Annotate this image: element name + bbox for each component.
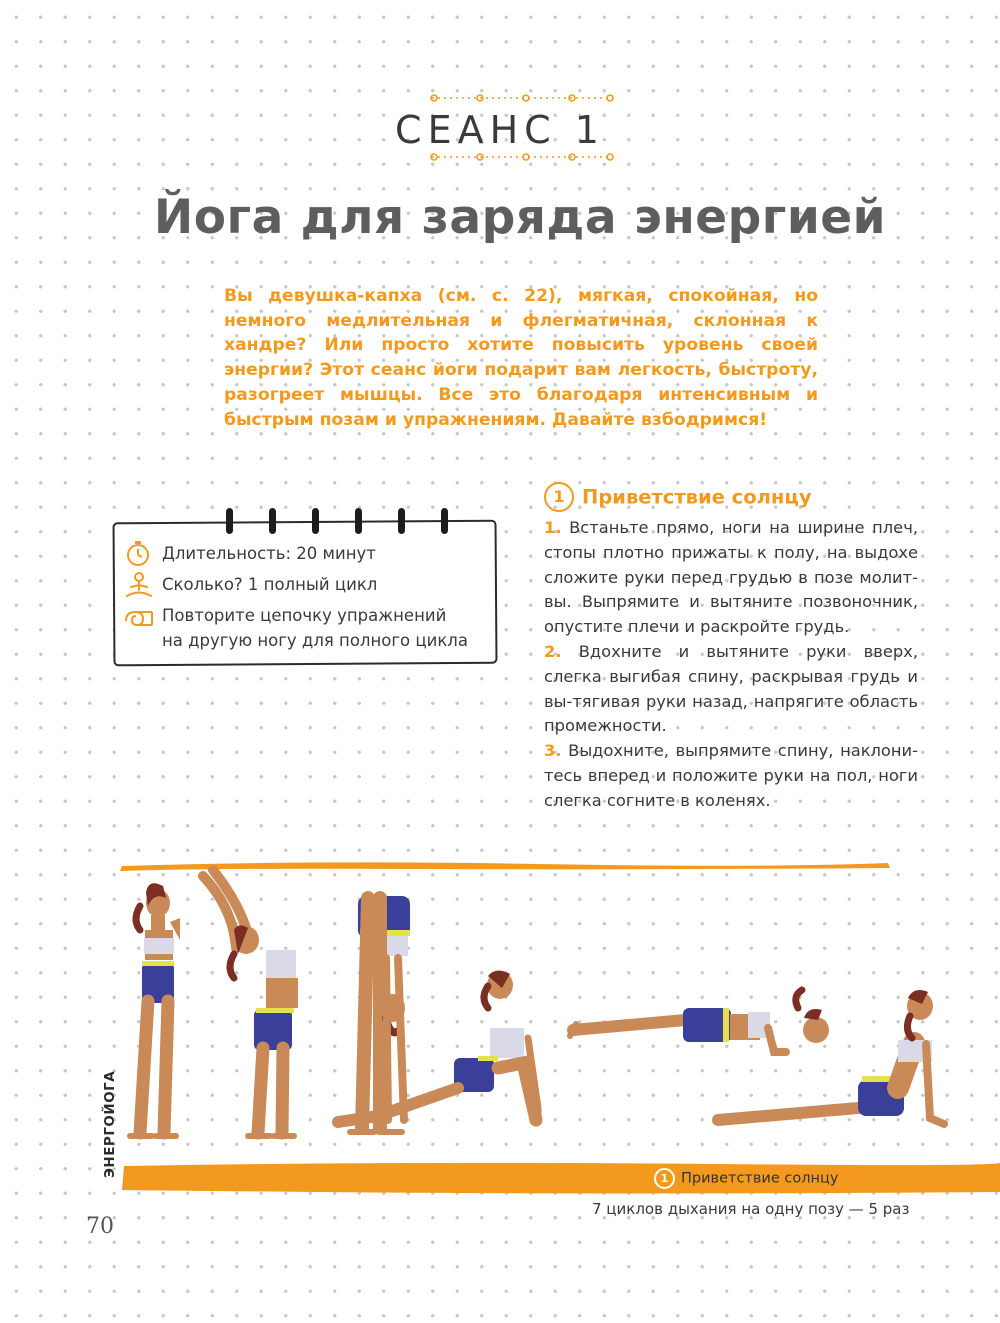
pose-prayer-figure — [130, 883, 180, 1136]
notebook-ring — [355, 508, 362, 534]
intro-paragraph: Вы девушка-капха (см. с. 22), мягкая, спокойная, но немного медлительная и флегматичная, склонная к хандре? Или просто хотите повысить уровень своей энергии? Этот сеанс йоги подарит вам легкость, быстроту, разогреет мышцы. Все это благодаря интенсивным и быстрым позам и упражнениям. Давайте взбодримся! — [224, 286, 818, 430]
breath-note: 7 циклов дыхания на одну позу — 5 раз — [592, 1200, 910, 1218]
section-side-label: ЭНЕРГОЙОГА — [102, 1070, 118, 1178]
session-title: СЕАНС 1 — [395, 108, 605, 152]
step-item: 3. Выдохните, выпрямите спину, наклони-тесь вперед и положите руки на пол, ноги слегка согните в коленях. — [544, 741, 918, 810]
exercise-heading — [544, 482, 812, 514]
step-item: 1. Встаньте прямо, ноги на ширине плеч, стопы плотно прижаты к полу, на выдохе сложите руки перед грудью в позе молит-вы. Выпрямите и вытяните позвоночник, опустите плечи и раскройте грудь. — [544, 518, 918, 637]
brush-stroke-top — [120, 862, 890, 871]
exercise-title: Приветствие солнцу — [582, 485, 812, 509]
pose-arms-up-figure — [203, 870, 298, 1136]
pose-cobra-figure — [718, 990, 944, 1124]
count-text: Сколько? 1 полный цикл — [162, 575, 378, 594]
page-title: Йога для заряда энергией — [153, 190, 887, 245]
header-ornament-top — [430, 92, 614, 104]
header-ornament-bottom — [430, 151, 614, 163]
step-item: 2. Вдохните и вытяните руки вверх, слегка выгибая спину, раскрывая грудь и вы-тягивая руки назад, напрягите область промежности. — [544, 641, 918, 736]
exercise-steps — [544, 516, 918, 814]
page-number: 70 — [86, 1214, 114, 1239]
yoga-mat-icon — [122, 603, 156, 633]
notebook-ring — [312, 508, 319, 534]
notebook-ring — [269, 508, 276, 534]
pose-forward-fold-figure — [350, 896, 410, 1132]
illustration-caption — [654, 1168, 838, 1190]
stopwatch-icon — [122, 538, 156, 568]
caption-label: Приветствие солнцу — [681, 1170, 839, 1187]
duration-text: Длительность: 20 минут — [162, 544, 376, 563]
meditation-icon — [122, 571, 156, 601]
notebook-ring — [226, 508, 233, 534]
notebook-ring — [398, 508, 405, 534]
brush-stroke-bottom — [118, 1162, 1000, 1194]
exercise-number-badge: 1 — [544, 482, 574, 512]
repeat-text-line2: на другую ногу для полного цикла — [162, 631, 468, 650]
sun-salutation-illustration — [118, 858, 1000, 1198]
pose-eight-point-figure — [570, 990, 829, 1052]
notebook-ring — [441, 508, 448, 534]
caption-number-badge: 1 — [654, 1168, 675, 1189]
repeat-text-line1: Повторите цепочку упражнений — [162, 606, 447, 625]
